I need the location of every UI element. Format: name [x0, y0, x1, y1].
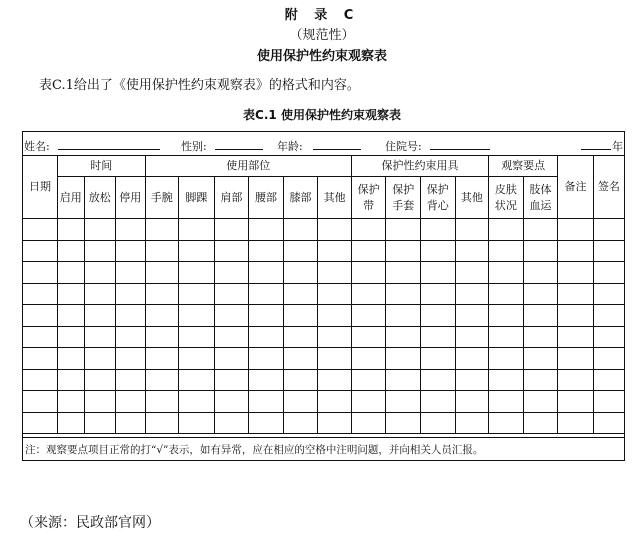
date-header: 日期	[23, 155, 58, 219]
table-cell[interactable]	[23, 326, 58, 348]
table-cell[interactable]	[84, 391, 116, 413]
table-cell[interactable]	[351, 391, 386, 413]
table-cell[interactable]	[116, 283, 146, 305]
table-cell[interactable]	[283, 219, 318, 241]
table-cell[interactable]	[249, 305, 284, 327]
table-cell[interactable]	[455, 391, 489, 413]
table-cell[interactable]	[179, 391, 215, 413]
table-cell[interactable]	[593, 262, 624, 284]
restraint-vest-line2: 背心	[426, 198, 449, 212]
table-cell[interactable]	[523, 412, 558, 434]
restraint-glove-line2: 手套	[392, 198, 415, 212]
time-loosen-header: 放松	[84, 177, 116, 219]
table-cell[interactable]	[84, 240, 116, 262]
table-cell[interactable]	[249, 219, 284, 241]
table-cell[interactable]	[421, 219, 456, 241]
table-cell[interactable]	[455, 412, 489, 434]
year-label: 年	[612, 140, 623, 153]
table-cell[interactable]	[116, 240, 146, 262]
table-cell[interactable]	[214, 369, 249, 391]
table-cell[interactable]	[249, 262, 284, 284]
table-cell[interactable]	[523, 283, 558, 305]
table-cell[interactable]	[593, 412, 624, 434]
table-cell[interactable]	[351, 305, 386, 327]
table-cell[interactable]	[283, 348, 318, 370]
restraint-belt-line1: 保护	[357, 182, 380, 196]
table-cell[interactable]	[386, 305, 421, 327]
table-cell[interactable]	[318, 412, 352, 434]
table-cell[interactable]	[116, 391, 146, 413]
table-cell[interactable]	[116, 262, 146, 284]
table-cell[interactable]	[421, 348, 456, 370]
table-cell[interactable]	[145, 305, 179, 327]
table-cell[interactable]	[116, 326, 146, 348]
table-cell[interactable]	[145, 240, 179, 262]
table-cell[interactable]	[179, 219, 215, 241]
table-note-text: 注：观察要点项目正常的打“√”表示，如有异常，应在相应的空格中注明问题，并向相关人员汇报。	[25, 444, 484, 456]
table-cell[interactable]	[58, 283, 84, 305]
table-cell[interactable]	[249, 326, 284, 348]
shoulder-header: 肩部	[214, 177, 249, 219]
table-cell[interactable]	[58, 305, 84, 327]
table-cell[interactable]	[523, 369, 558, 391]
header-row-groups	[23, 155, 624, 177]
table-cell[interactable]	[455, 369, 489, 391]
limb-circulation-line1: 肢体	[529, 182, 552, 196]
table-cell[interactable]	[351, 326, 386, 348]
table-cell[interactable]	[58, 348, 84, 370]
restraint-belt-line2: 带	[363, 198, 375, 212]
table-cell[interactable]	[558, 326, 594, 348]
table-cell[interactable]	[84, 262, 116, 284]
restraint-vest-line1: 保护	[426, 182, 449, 196]
table-cell[interactable]	[455, 305, 489, 327]
table-cell[interactable]	[214, 412, 249, 434]
table-cell[interactable]	[558, 369, 594, 391]
table-cell[interactable]	[593, 391, 624, 413]
table-cell[interactable]	[421, 326, 456, 348]
table-cell[interactable]	[351, 240, 386, 262]
table-row	[23, 369, 624, 391]
table-cell[interactable]	[58, 219, 84, 241]
table-cell[interactable]	[214, 348, 249, 370]
tool-other-header: 其他	[455, 177, 489, 219]
restraint-glove-line1: 保护	[392, 182, 415, 196]
table-cell[interactable]	[421, 240, 456, 262]
table-cell[interactable]	[455, 240, 489, 262]
table-row	[23, 326, 624, 348]
table-cell[interactable]	[489, 283, 524, 305]
table-row	[23, 283, 624, 305]
table-cell[interactable]	[523, 262, 558, 284]
body-other-header: 其他	[318, 177, 352, 219]
table-cell[interactable]	[145, 219, 179, 241]
table-cell[interactable]	[489, 240, 524, 262]
table-row	[23, 348, 624, 370]
waist-header: 腰部	[249, 177, 284, 219]
skin-condition-header	[489, 177, 524, 219]
limb-circulation-line2: 血运	[529, 198, 552, 212]
table-cell[interactable]	[593, 326, 624, 348]
table-cell[interactable]	[318, 283, 352, 305]
table-cell[interactable]	[386, 348, 421, 370]
table-cell[interactable]	[489, 219, 524, 241]
table-cell[interactable]	[386, 219, 421, 241]
table-cell[interactable]	[23, 219, 58, 241]
time-start-header: 启用	[58, 177, 84, 219]
table-cell[interactable]	[489, 391, 524, 413]
table-cell[interactable]	[455, 219, 489, 241]
table-cell[interactable]	[523, 348, 558, 370]
age-label: 年龄:	[277, 140, 303, 153]
table-row	[23, 262, 624, 284]
table-cell[interactable]	[593, 348, 624, 370]
table-row	[23, 305, 624, 327]
table-cell[interactable]	[351, 219, 386, 241]
table-cell[interactable]	[318, 305, 352, 327]
table-cell[interactable]	[386, 412, 421, 434]
table-cell[interactable]	[116, 219, 146, 241]
knee-header: 膝部	[283, 177, 318, 219]
table-cell[interactable]	[455, 283, 489, 305]
table-cell[interactable]	[318, 348, 352, 370]
table-cell[interactable]	[23, 391, 58, 413]
remarks-header: 备注	[558, 155, 594, 219]
table-cell[interactable]	[523, 326, 558, 348]
table-cell[interactable]	[489, 369, 524, 391]
table-cell[interactable]	[249, 412, 284, 434]
table-cell[interactable]	[179, 305, 215, 327]
table-cell[interactable]	[558, 348, 594, 370]
restraint-tool-group-header: 保护性约束用具	[351, 155, 488, 177]
table-cell[interactable]	[351, 348, 386, 370]
name-label: 姓名:	[24, 140, 50, 153]
restraint-glove-header	[386, 177, 421, 219]
table-cell[interactable]	[179, 412, 215, 434]
table-cell[interactable]	[84, 369, 116, 391]
table-cell[interactable]	[58, 412, 84, 434]
year-blank[interactable]	[581, 149, 611, 150]
table-cell[interactable]	[23, 240, 58, 262]
table-cell[interactable]	[179, 240, 215, 262]
table-cell[interactable]	[214, 219, 249, 241]
table-cell[interactable]	[489, 348, 524, 370]
table-cell[interactable]	[23, 412, 58, 434]
skin-condition-line1: 皮肤	[494, 182, 517, 196]
table-cell[interactable]	[23, 369, 58, 391]
table-cell[interactable]	[58, 391, 84, 413]
table-cell[interactable]	[593, 240, 624, 262]
table-cell[interactable]	[558, 283, 594, 305]
table-cell[interactable]	[116, 305, 146, 327]
patient-info-row	[23, 132, 624, 156]
table-cell[interactable]	[523, 305, 558, 327]
table-cell[interactable]	[558, 219, 594, 241]
table-cell[interactable]	[23, 305, 58, 327]
table-cell[interactable]	[386, 262, 421, 284]
table-cell[interactable]	[593, 369, 624, 391]
table-cell[interactable]	[145, 412, 179, 434]
header-row-items	[23, 177, 624, 219]
table-cell[interactable]	[249, 348, 284, 370]
skin-condition-line2: 状况	[494, 198, 517, 212]
table-cell[interactable]	[318, 369, 352, 391]
admission-label: 住院号:	[385, 140, 422, 153]
appendix-label: 附 录 C	[284, 8, 360, 23]
table-cell[interactable]	[145, 283, 179, 305]
table-cell[interactable]	[116, 369, 146, 391]
age-blank[interactable]	[313, 149, 361, 150]
table-cell[interactable]	[84, 219, 116, 241]
table-cell[interactable]	[558, 262, 594, 284]
table-cell[interactable]	[283, 262, 318, 284]
name-blank[interactable]	[58, 149, 160, 150]
time-stop-header: 停用	[116, 177, 146, 219]
wrist-header: 手腕	[145, 177, 179, 219]
table-cell[interactable]	[145, 391, 179, 413]
table-cell[interactable]	[249, 369, 284, 391]
table-cell[interactable]	[84, 412, 116, 434]
table-cell[interactable]	[23, 283, 58, 305]
table-cell[interactable]	[489, 262, 524, 284]
table-cell[interactable]	[58, 369, 84, 391]
table-row	[23, 240, 624, 262]
table-cell[interactable]	[421, 262, 456, 284]
table-cell[interactable]	[351, 412, 386, 434]
admission-blank[interactable]	[430, 149, 490, 150]
table-cell[interactable]	[318, 262, 352, 284]
table-cell[interactable]	[351, 369, 386, 391]
table-cell[interactable]	[489, 305, 524, 327]
table-cell[interactable]	[283, 369, 318, 391]
table-cell[interactable]	[145, 326, 179, 348]
table-cell[interactable]	[214, 240, 249, 262]
restraint-vest-header	[421, 177, 456, 219]
table-cell[interactable]	[318, 219, 352, 241]
source-caption: （来源：民政部官网）	[20, 515, 160, 531]
table-cell[interactable]	[214, 391, 249, 413]
table-title: 表C.1 使用保护性约束观察表	[243, 108, 401, 122]
table-cell[interactable]	[283, 283, 318, 305]
intro-paragraph: 表C.1给出了《使用保护性约束观察表》的格式和内容。	[39, 78, 360, 93]
table-cell[interactable]	[214, 262, 249, 284]
table-cell[interactable]	[249, 391, 284, 413]
table-cell[interactable]	[318, 240, 352, 262]
body-part-group-header: 使用部位	[145, 155, 351, 177]
table-cell[interactable]	[214, 305, 249, 327]
limb-circulation-header	[523, 177, 558, 219]
table-cell[interactable]	[455, 262, 489, 284]
ankle-header: 脚踝	[179, 177, 215, 219]
table-cell[interactable]	[283, 412, 318, 434]
table-cell[interactable]	[421, 391, 456, 413]
table-note	[23, 437, 624, 460]
table-cell[interactable]	[351, 262, 386, 284]
table-cell[interactable]	[318, 391, 352, 413]
table-cell[interactable]	[145, 262, 179, 284]
observation-group-header: 观察要点	[489, 155, 558, 177]
table-cell[interactable]	[116, 412, 146, 434]
table-cell[interactable]	[84, 348, 116, 370]
table-cell[interactable]	[179, 262, 215, 284]
table-cell[interactable]	[145, 348, 179, 370]
table-row	[23, 412, 624, 434]
table-cell[interactable]	[84, 305, 116, 327]
table-cell[interactable]	[455, 326, 489, 348]
normative-label: （规范性）	[289, 28, 355, 43]
table-cell[interactable]	[386, 326, 421, 348]
table-cell[interactable]	[386, 283, 421, 305]
table-cell[interactable]	[523, 391, 558, 413]
table-cell[interactable]	[58, 240, 84, 262]
table-cell[interactable]	[558, 305, 594, 327]
table-cell[interactable]	[214, 326, 249, 348]
observation-form	[22, 131, 625, 461]
table-cell[interactable]	[283, 391, 318, 413]
table-cell[interactable]	[558, 391, 594, 413]
table-cell[interactable]	[558, 412, 594, 434]
document-title: 使用保护性约束观察表	[256, 49, 387, 64]
table-row	[23, 391, 624, 413]
table-cell[interactable]	[593, 283, 624, 305]
table-cell[interactable]	[23, 348, 58, 370]
table-cell[interactable]	[489, 412, 524, 434]
table-cell[interactable]	[421, 369, 456, 391]
table-cell[interactable]	[455, 348, 489, 370]
table-cell[interactable]	[523, 219, 558, 241]
table-cell[interactable]	[58, 326, 84, 348]
table-cell[interactable]	[489, 326, 524, 348]
table-cell[interactable]	[179, 369, 215, 391]
observation-table	[23, 155, 624, 434]
table-cell[interactable]	[421, 283, 456, 305]
table-cell[interactable]	[386, 240, 421, 262]
table-cell[interactable]	[23, 262, 58, 284]
table-cell[interactable]	[386, 369, 421, 391]
table-cell[interactable]	[58, 262, 84, 284]
table-cell[interactable]	[593, 305, 624, 327]
table-cell[interactable]	[421, 305, 456, 327]
table-cell[interactable]	[523, 240, 558, 262]
time-group-header: 时间	[58, 155, 145, 177]
table-cell[interactable]	[283, 305, 318, 327]
table-cell[interactable]	[283, 240, 318, 262]
table-cell[interactable]	[249, 240, 284, 262]
table-cell[interactable]	[116, 348, 146, 370]
table-row	[23, 219, 624, 241]
table-cell[interactable]	[558, 240, 594, 262]
table-cell[interactable]	[249, 283, 284, 305]
restraint-belt-header	[351, 177, 386, 219]
table-cell[interactable]	[84, 326, 116, 348]
table-cell[interactable]	[351, 283, 386, 305]
table-cell[interactable]	[214, 283, 249, 305]
gender-blank[interactable]	[215, 149, 263, 150]
table-cell[interactable]	[179, 283, 215, 305]
table-cell[interactable]	[179, 326, 215, 348]
table-cell[interactable]	[84, 283, 116, 305]
table-cell[interactable]	[386, 391, 421, 413]
table-cell[interactable]	[318, 326, 352, 348]
table-cell[interactable]	[593, 219, 624, 241]
gender-label: 性别:	[181, 140, 207, 153]
table-cell[interactable]	[179, 348, 215, 370]
table-cell[interactable]	[421, 412, 456, 434]
table-cell[interactable]	[283, 326, 318, 348]
signature-header: 签名	[593, 155, 624, 219]
table-cell[interactable]	[145, 369, 179, 391]
